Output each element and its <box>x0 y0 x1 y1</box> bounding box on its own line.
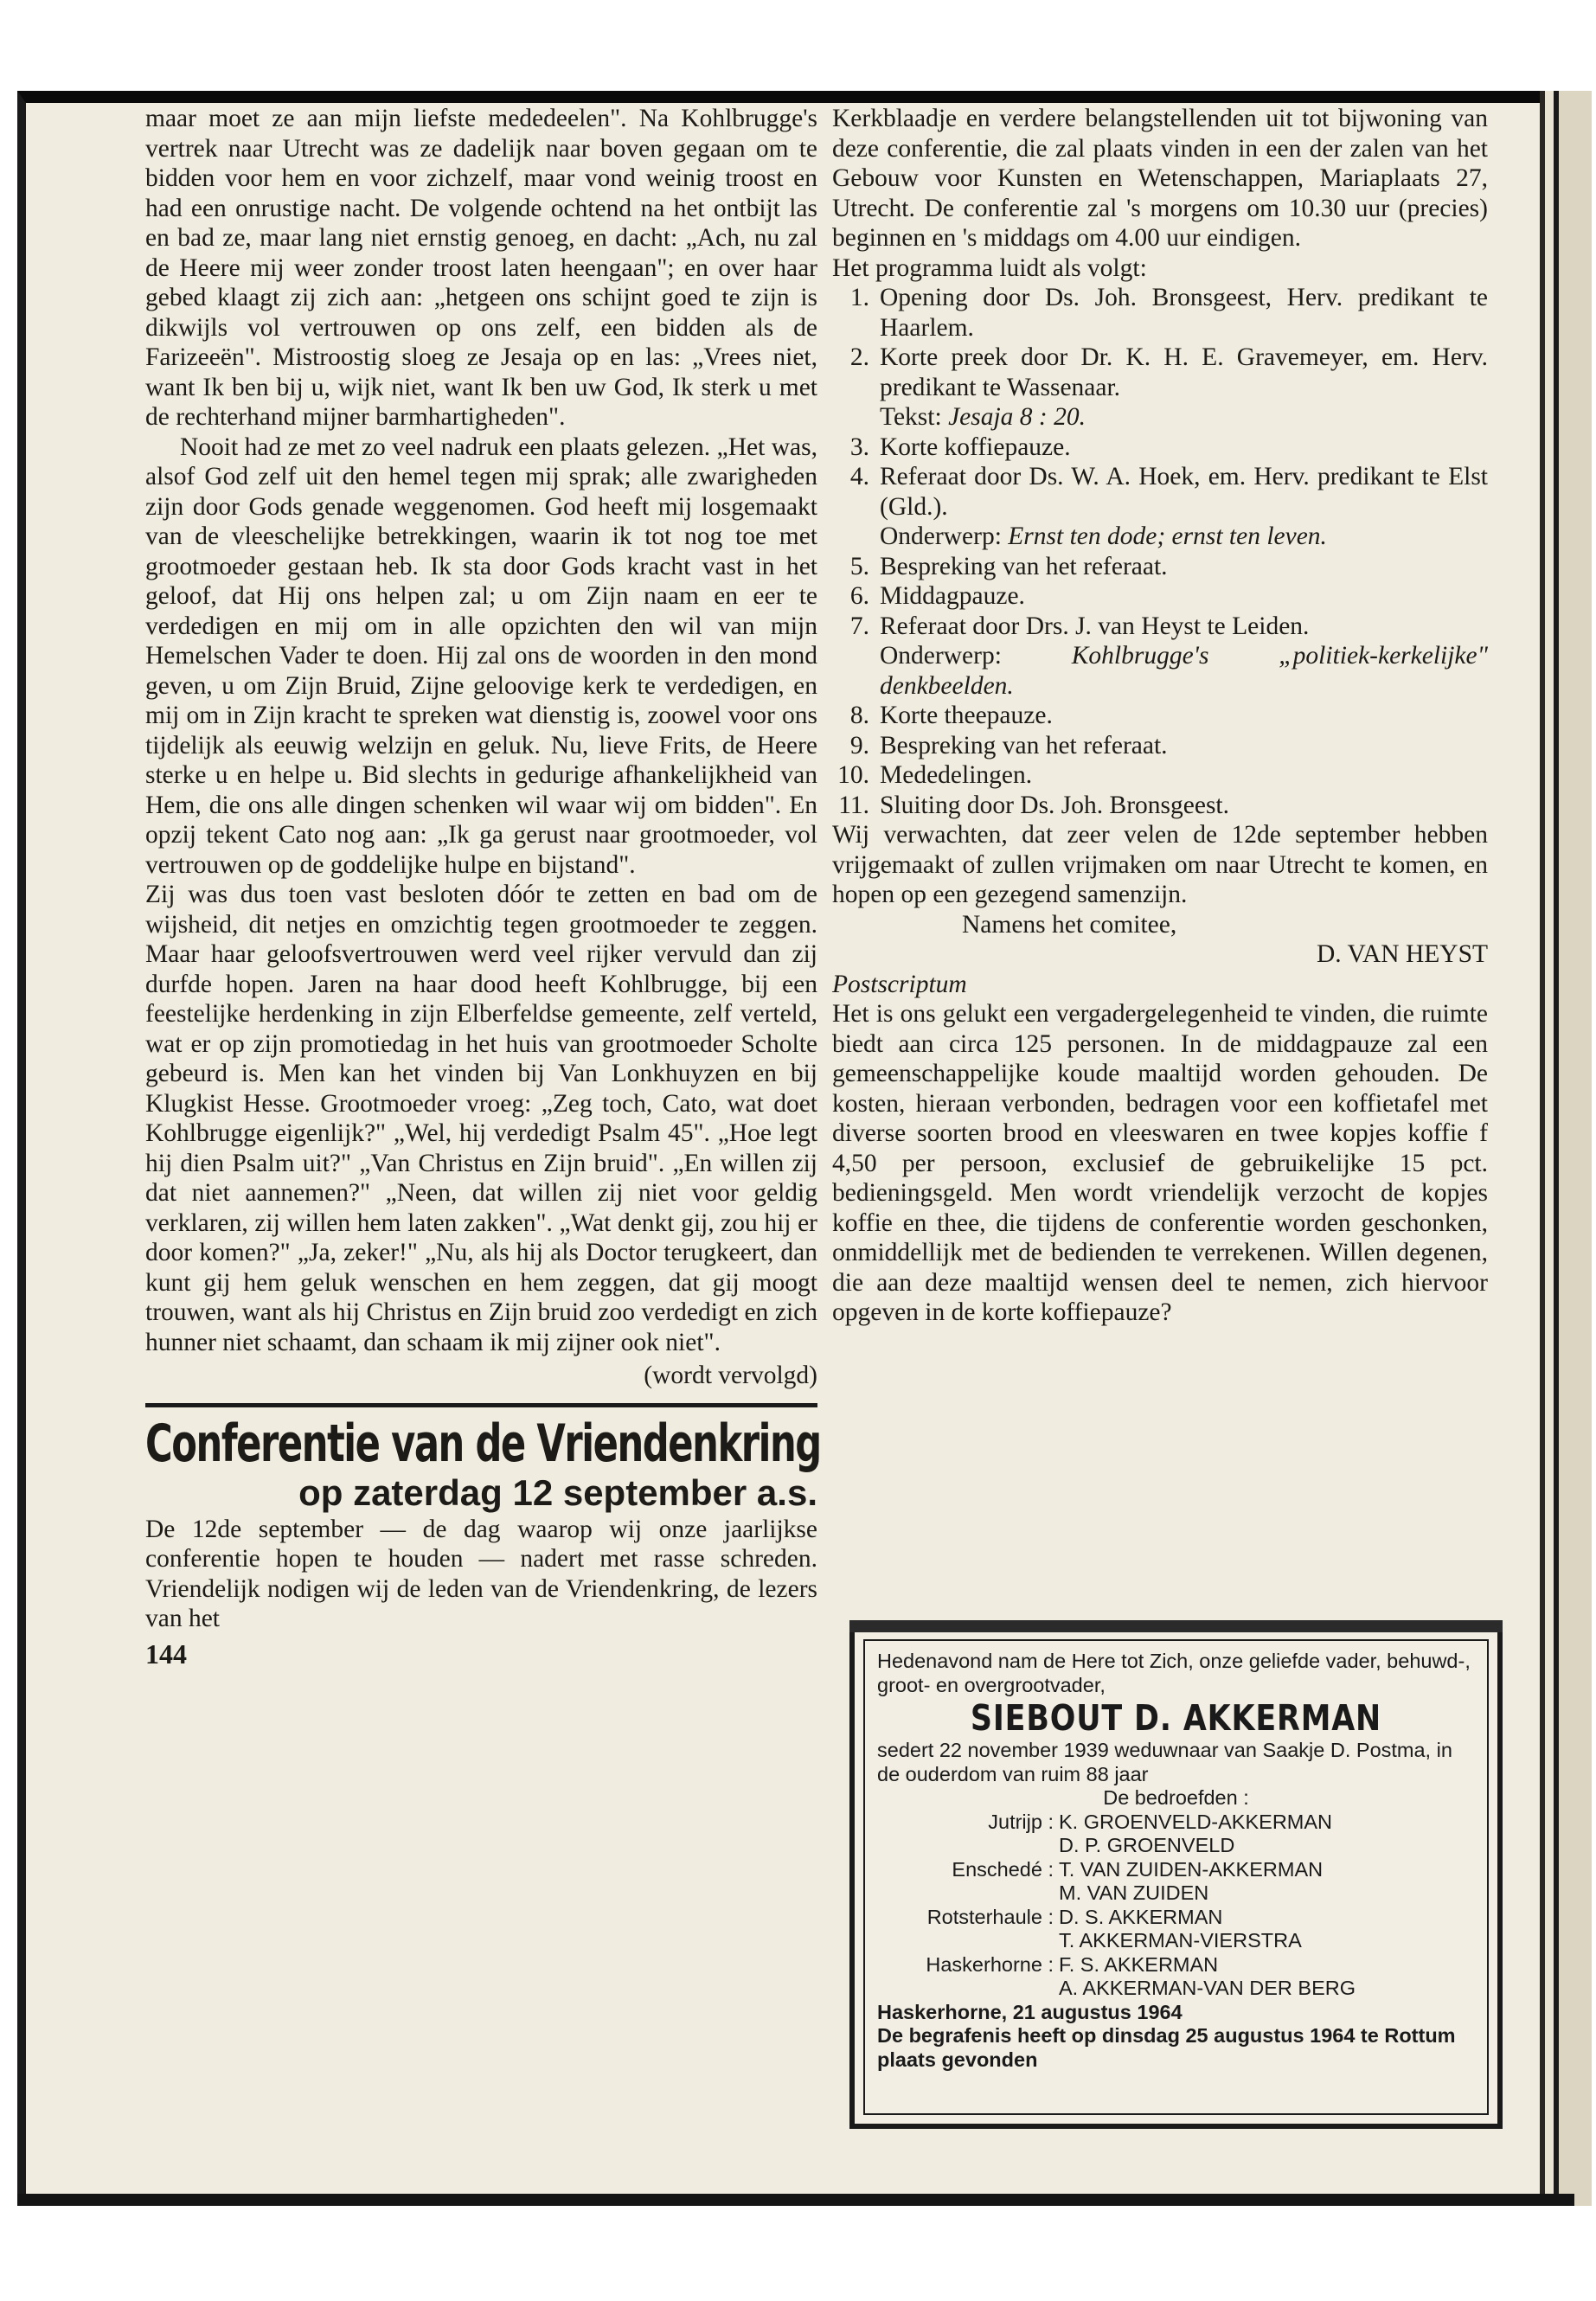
continued-note: (wordt vervolgd) <box>644 1362 817 1389</box>
program-item: 2. Korte preek door Dr. K. H. E. Gravemeyer, em. Herv. predikant te Wassenaar. Tekst: Jesaja 8 : 20. <box>849 343 1488 431</box>
paragraph: Zij was dus toen vast besloten dóór te zetten en bad om de wijsheid, dit netjes en omzichtig tegen grootmoeder te zeggen. Maar haar geloofsvertrouwen werd veel rijker vervuld dan zij durfde hopen. Jaren na haar dood heeft Kohlbrugge, bij een feestelijke herdenking in zijn Elberfeldse gemeente, zelf verteld, wat er op zijn promotiedag in het huis van grootmoeder Scholte gebeurd is. Men kan het vinden bij Van Lonkhuyzen en bij Klugkist Hesse. Grootmoeder vroeg: „Zeg toch, Cato, wat doet Kohlbrugge eigenlijk?" „Wel, hij verdedigt Psalm 45". „Hoe legt hij dien Psalm uit?" „Van Christus en Zijn bruid". „En willen zij dat niet aannemen?" „Neen, dat willen zij niet voor geldig verklaren, zij willen hem laten zakken". „Wat denkt gij, zou hij er door komen?" „Ja, zeker!" „Nu, als hij als Doctor terugkeert, dan kunt gij hem geluk wenschen en hem zeggen, dat gij moogt trouwen, want als hij Christus en Zijn bruid zoo verdedigt en zich hunner niet schaamt, dan schaam ik mij zijner ook niet". <box>145 881 817 1356</box>
program-list <box>832 283 1488 820</box>
death-notice <box>849 1620 1503 2129</box>
program-item: 9. Bespreking van het referaat. <box>849 731 1168 760</box>
program-item: 3. Korte koffiepauze. <box>849 433 1071 461</box>
paragraph: maar moet ze aan mijn liefste mededeelen". Na Kohlbrugge's vertrek naar Utrecht was ze dadelijk naar boven gegaan om te bidden voor hem en voor zichzelf, maar vond weinig troost en had een onrustige nacht. De volgende ochtend na het ontbijt las en bad ze, maar lang niet ernstig genoeg, en dacht: „Ach, nu zal de Heere mij weer zonder troost laten heengaan"; en over haar gebed klaagt zij zich aan: „hetgeen ons schijnt goed te zijn is dikwijls vol vertrouwen op ons zelf, een bidden als de Farizeeën". Mistroostig sloeg ze Jesaja op en las: „Vrees niet, want Ik ben bij u, wijk niet, want Ik ben uw God, Ik sterk u met de rechterhand mijner barmhartigheden". <box>145 105 817 431</box>
notice-widower: sedert 22 november 1939 weduwnaar van Saakje D. Postma, in de ouderdom van ruim 88 jaar <box>877 1739 1452 1785</box>
article-headline: Conferentie van de Vriendenkring <box>145 1413 821 1474</box>
paragraph: Nooit had ze met zo veel nadruk een plaats gelezen. „Het was, alsof God zelf uit den hemel tegen mij sprak; alle zwarigheden zijn door Gods genade weggenomen. God heeft mij losgemaakt van de vleeschelijke betrekkingen, waarin ik tot nog toe met grootmoeder gestaan heb. Ik sta door Gods kracht vast in het geloof, dat Hij ons helpen zal; u om Zijn naam en eer te verdedigen en mij om in alle opzichten den wil van mijn Hemelschen Vader te doen. Hij zal ons de woorden in den mond geven, u om Zijn Bruid, Zijne geloovige kerk te verdedigen, en mij om in Zijn kracht te spreken wat dienstig is, zoowel voor ons tijdelijk als eeuwig welzijn en geluk. Nu, lieve Frits, de Heere sterke u en helpe u. Bid slechts in gedurige afhankelijkheid van Hem, die ons alle dingen schenken wil waar wij om bidden". En opzij tekent Cato nog aan: „Ik ga gerust naar grootmoeder, vol vertrouwen op de goddelijke hulpe en bijstand". <box>145 433 817 879</box>
postscript-text: Het is ons gelukt een vergadergelegenheid te vinden, die ruimte biedt aan circa 125 personen. In de middagpauze zal een gemeenschappelijke koude maaltijd worden gehouden. De kosten, hieraan verbonden, bedragen voor een koffietafel met diverse soorten brood en vleeswaren en twee kopjes koffie f 4,50 per persoon, exclusief de gebruikelijke 15 pct. bedieningsgeld. Men wordt vriendelijk verzocht de kopjes koffie en thee, die tijdens de conferentie worden geschonken, onmiddellijk met de bedienden te verrekenen. Willen degenen, die aan deze maaltijd wensen deel te nemen, zich hiervoor opgeven in de korte koffiepauze? <box>832 1000 1488 1326</box>
article-intro: De 12de september — de dag waarop wij onze jaarlijkse conferentie hopen te houden — nadert met rasse schreden. Vriendelijk nodigen wij de leden van de Vriendenkring, de lezers van het <box>145 1515 817 1632</box>
postscript-title: Postscriptum <box>832 970 967 998</box>
right-column <box>832 104 1488 1328</box>
program-item: 10. Mededelingen. <box>837 761 1033 789</box>
program-item: 4. Referaat door Ds. W. A. Hoek, em. Herv. predikant te Elst (Gld.). Onderwerp: Ernst ten dode; ernst ten leven. <box>849 463 1488 550</box>
divider <box>145 1403 817 1407</box>
notice-intro: Hedenavond nam de Here tot Zich, onze geliefde vader, behuwd-, groot- en overgrootvader, <box>877 1650 1471 1696</box>
deceased-name: SIEBOUT D. AKKERMAN <box>970 1697 1382 1739</box>
signature: D. VAN HEYST <box>1316 940 1488 968</box>
paragraph: Wij verwachten, dat zeer velen de 12de september hebben vrijgemaakt of zullen vrijmaken om naar Utrecht te komen, en hopen op een gezegend samenzijn. <box>832 821 1488 908</box>
notice-place-date: Haskerhorne, 21 augustus 1964 <box>877 2000 1183 2023</box>
bereaved-heading: De bedroefden : <box>1103 1786 1249 1809</box>
program-item: 6. Middagpauze. <box>849 582 1025 610</box>
notice-funeral: De begrafenis heeft op dinsdag 25 augustus 1964 te Rottum plaats gevonden <box>877 2024 1456 2071</box>
family-row: Jutrijp : K. GROENVELD-AKKERMAN D. P. GROENVELD <box>988 1810 1333 1856</box>
article-subhead: op zaterdag 12 september a.s. <box>298 1471 817 1513</box>
program-item: 8. Korte theepauze. <box>849 702 1053 729</box>
notice-top-bar <box>849 1620 1503 1632</box>
page-number: 144 <box>145 1638 187 1670</box>
signoff: Namens het comitee, <box>962 910 1177 939</box>
program-item: 11. Sluiting door Ds. Joh. Bronsgeest. <box>838 791 1229 819</box>
page-bottom-edge <box>17 2194 1574 2206</box>
program-item: 7. Referaat door Drs. J. van Heyst te Leiden. Onderwerp: Kohlbrugge's „politiek-kerkelijke" denkbeelden. <box>849 612 1488 700</box>
paragraph: Kerkblaadje en verdere belangstellenden uit tot bijwoning van deze conferentie, die zal plaats vinden in een der zalen van het Gebouw voor Kunsten en Wetenschappen, Mariaplaats 27, Utrecht. De conferentie zal 's morgens om 10.30 uur (precies) beginnen en 's middags om 4.00 uur eindigen. <box>832 105 1488 252</box>
notice-content <box>863 1639 1489 2115</box>
program-item: 5. Bespreking van het referaat. <box>849 552 1168 580</box>
family-row: Rotsterhaule : D. S. AKKERMAN T. AKKERMAN-VIERSTRA <box>926 1905 1302 1952</box>
family-row: Haskerhorne : F. S. AKKERMAN A. AKKERMAN-VAN DER BERG <box>926 1952 1356 1999</box>
page-edge <box>1540 91 1592 2206</box>
program-item: 1. Opening door Ds. Joh. Bronsgeest, Herv. predikant te Haarlem. <box>849 284 1488 342</box>
left-column <box>145 104 821 1670</box>
program-heading: Het programma luidt als volgt: <box>832 253 1147 282</box>
family-row: Enschedé : T. VAN ZUIDEN-AKKERMAN M. VAN ZUIDEN <box>952 1857 1324 1904</box>
